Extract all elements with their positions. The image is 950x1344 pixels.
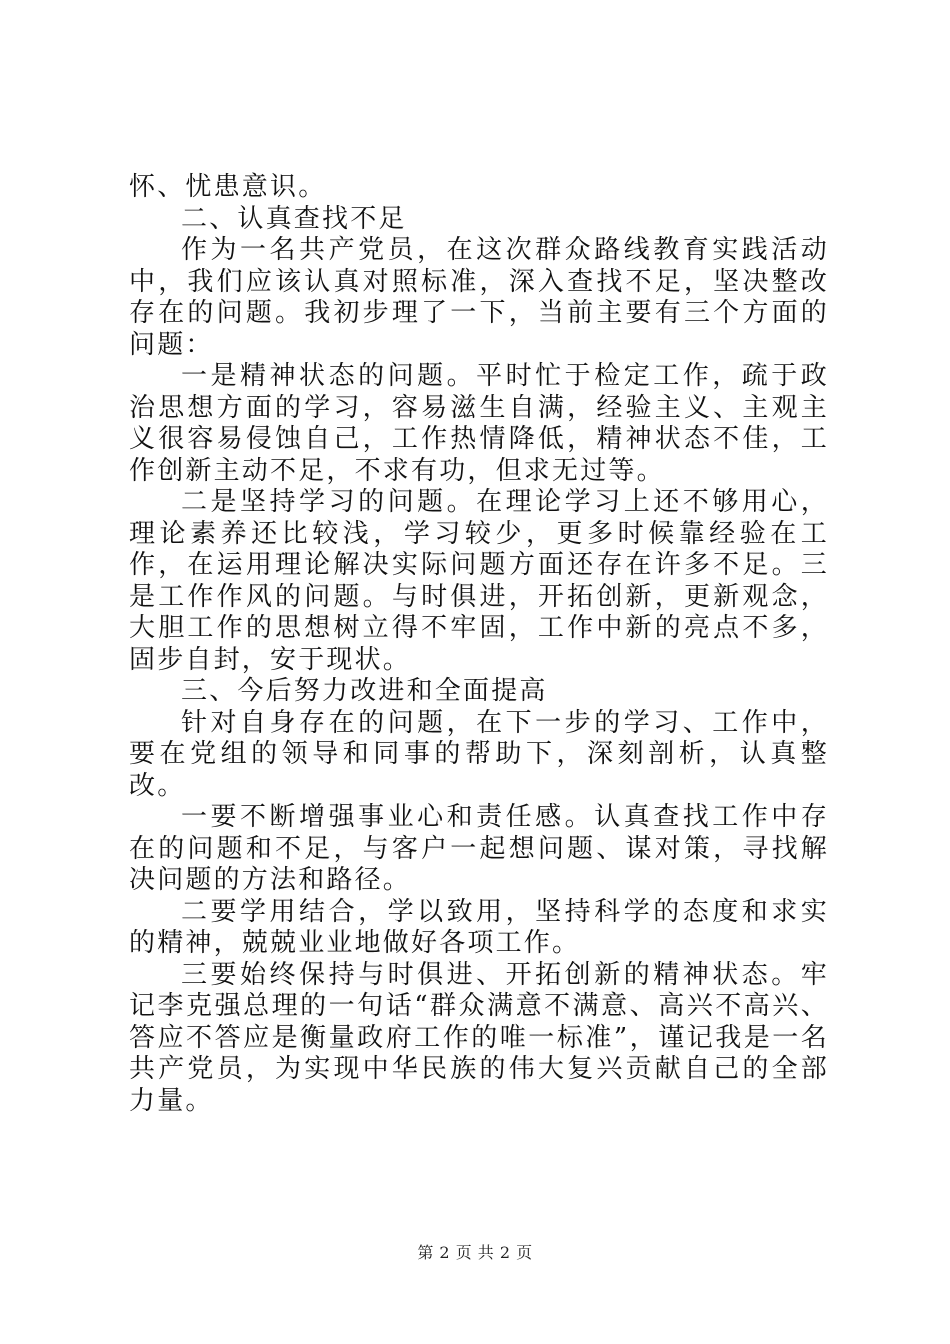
section-heading-2: 二、认真查找不足 [181,203,407,234]
paragraph: 二要学用结合，学以致用，坚持科学的态度和求实的精神，兢兢业业地做好各项工作。 [129,896,829,958]
paragraph: 作为一名共产党员，在这次群众路线教育实践活动中，我们应该认真对照标准，深入查找不足，坚决整改存在的问题。我初步理了一下，当前主要有三个方面的问题： [129,235,829,360]
page-footer: 第 2 页 共 2 页 [417,1243,533,1262]
section-heading-3: 三、今后努力改进和全面提高 [181,676,548,706]
paragraph-continuation: 怀、忧患意识。 [129,172,327,202]
paragraph: 三要始终保持与时俱进、开拓创新的精神状态。牢记李克强总理的一句话“群众满意不满意、高兴不高兴、答应不答应是衡量政府工作的唯一标准”，谨记我是一名共产党员，为实现中华民族的伟大复兴贡献自己的全部力量。 [129,959,829,1116]
paragraph: 一是精神状态的问题。平时忙于检定工作，疏于政治思想方面的学习，容易滋生自满，经验主义、主观主义很容易侵蚀自己，工作热情降低，精神状态不佳，工作创新主动不足，不求有功，但求无过等。 [129,361,829,486]
paragraph: 针对自身存在的问题，在下一步的学习、工作中，要在党组的领导和同事的帮助下，深刻剖析，认真整改。 [129,707,829,801]
paragraph: 一要不断增强事业心和责任感。认真查找工作中存在的问题和不足，与客户一起想问题、谋对策，寻找解决问题的方法和路径。 [129,802,829,895]
paragraph: 二是坚持学习的问题。在理论学习上还不够用心，理论素养还比较浅，学习较少，更多时候靠经验在工作，在运用理论解决实际问题方面还存在许多不足。三是工作作风的问题。与时俱进，开拓创新，更新观念，大胆工作的思想树立得不牢固，工作中新的亮点不多，固步自封，安于现状。 [129,487,829,675]
document-body [129,172,829,1117]
